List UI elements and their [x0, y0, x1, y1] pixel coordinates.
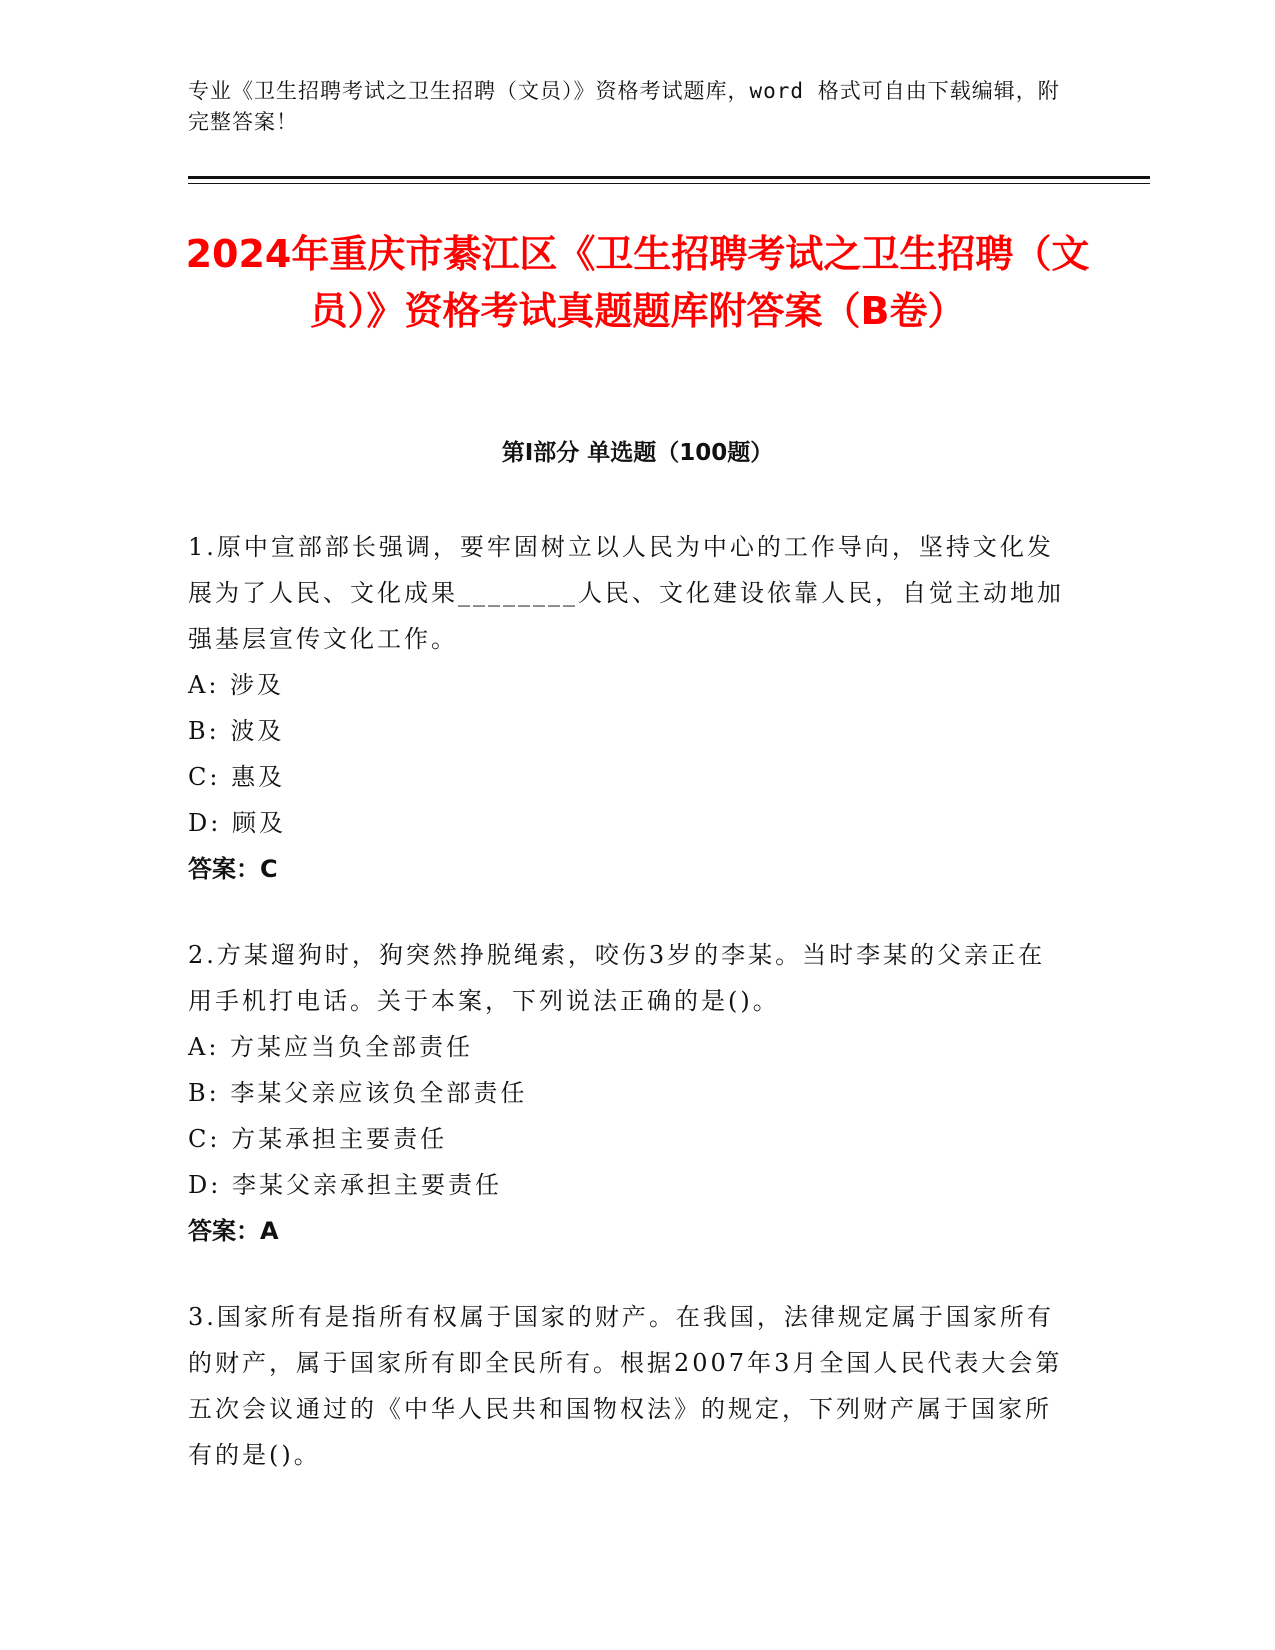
header-note: 专业《卫生招聘考试之卫生招聘（文员）》资格考试题库，word 格式可自由下载编辑，附完整答案！ — [188, 79, 1060, 134]
section-heading: 第Ⅰ部分 单选题（100题） — [501, 440, 774, 466]
question-stem: 2.方某遛狗时，狗突然挣脱绳索，咬伤3岁的李某。当时李某的父亲正在用手机打电话。关于本案，下列说法正确的是()。 — [188, 941, 1046, 1015]
option-c: C: 方某承担主要责任 — [188, 1125, 448, 1153]
option-a: A: 涉及 — [188, 671, 285, 699]
option-a: A: 方某应当负全部责任 — [188, 1033, 474, 1061]
option-c: C: 惠及 — [188, 763, 286, 791]
header-rule-thin — [188, 183, 1150, 184]
header-rule-thick — [188, 176, 1150, 179]
question-3 — [188, 1294, 1068, 1478]
question-2 — [188, 932, 1068, 1254]
option-d: D: 顾及 — [188, 809, 286, 837]
question-1 — [188, 524, 1068, 892]
answer-line: 答案：C — [188, 855, 278, 883]
option-b: B: 波及 — [188, 717, 285, 745]
answer-line: 答案：A — [188, 1217, 279, 1245]
option-b: B: 李某父亲应该负全部责任 — [188, 1079, 528, 1107]
document-title: 2024年重庆市綦江区《卫生招聘考试之卫生招聘（文员）》资格考试真题题库附答案（B卷） — [185, 232, 1090, 333]
question-stem: 1.原中宣部部长强调，要牢固树立以人民为中心的工作导向，坚持文化发展为了人民、文化成果________人民、文化建设依靠人民，自觉主动地加强基层宣传文化工作。 — [188, 533, 1064, 653]
option-d: D: 李某父亲承担主要责任 — [188, 1171, 502, 1199]
question-stem: 3.国家所有是指所有权属于国家的财产。在我国，法律规定属于国家所有的财产，属于国家所有即全民所有。根据2007年3月全国人民代表大会第五次会议通过的《中华人民共和国物权法》的规定，下列财产属于国家所有的是()。 — [188, 1303, 1063, 1469]
